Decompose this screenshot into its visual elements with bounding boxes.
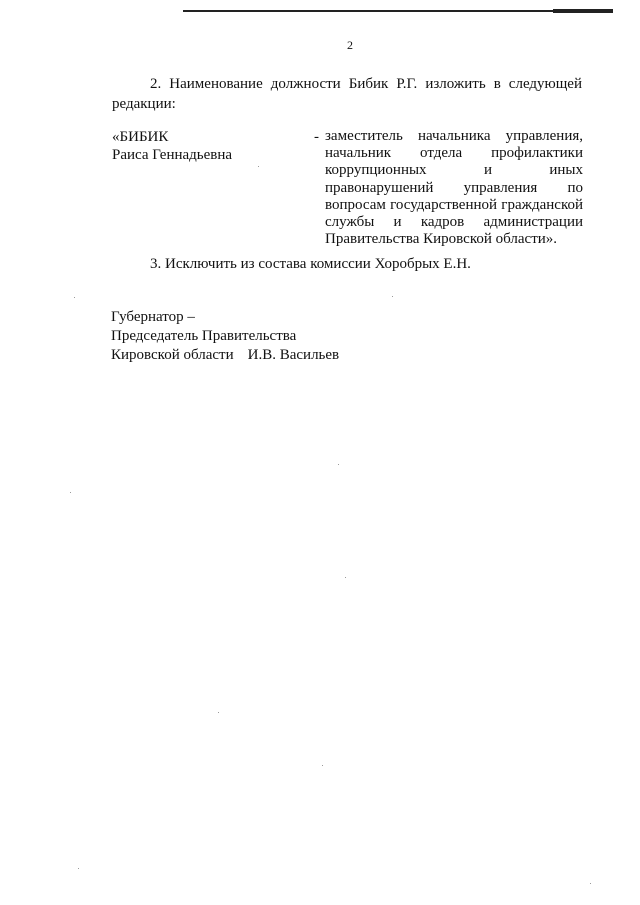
signature-block [111, 308, 339, 365]
scan-speck [70, 492, 71, 493]
member-position-description: заместитель начальника управления, начальник отдела профилактики коррупционных и иных правонарушений управления по вопросам государственной гражданской службы и кадров администрации Правительства Кировской области». [325, 128, 583, 248]
member-given-names: Раиса Геннадьевна [112, 147, 233, 163]
scan-speck [392, 296, 393, 297]
member-surname: «БИБИК [112, 129, 169, 145]
signature-title-line-3: Кировской области [111, 347, 234, 363]
item-2-line-2: редакции: [112, 96, 176, 112]
signature-title-line-1: Губернатор – [111, 309, 195, 325]
item-3-paragraph: 3. Исключить из состава комиссии Хоробрых Е.Н. [150, 256, 471, 272]
scan-speck [218, 712, 219, 713]
scan-speck [74, 297, 75, 298]
item-2-paragraph [112, 74, 582, 114]
scan-speck [258, 166, 259, 167]
scan-speck [345, 577, 346, 578]
scan-speck [590, 883, 591, 884]
scan-speck [322, 765, 323, 766]
scan-speck [78, 868, 79, 869]
signature-line-3 [111, 346, 339, 365]
page-number: 2 [347, 38, 353, 52]
header-rule [183, 10, 613, 12]
scan-speck [338, 464, 339, 465]
signature-title-line-2: Председатель Правительства [111, 328, 297, 344]
item-2-line-1: 2. Наименование должности Бибик Р.Г. изложить в следующей [150, 76, 582, 92]
signatory-name: И.В. Васильев [247, 347, 340, 363]
member-name [112, 128, 232, 164]
entry-dash: - [314, 129, 319, 145]
